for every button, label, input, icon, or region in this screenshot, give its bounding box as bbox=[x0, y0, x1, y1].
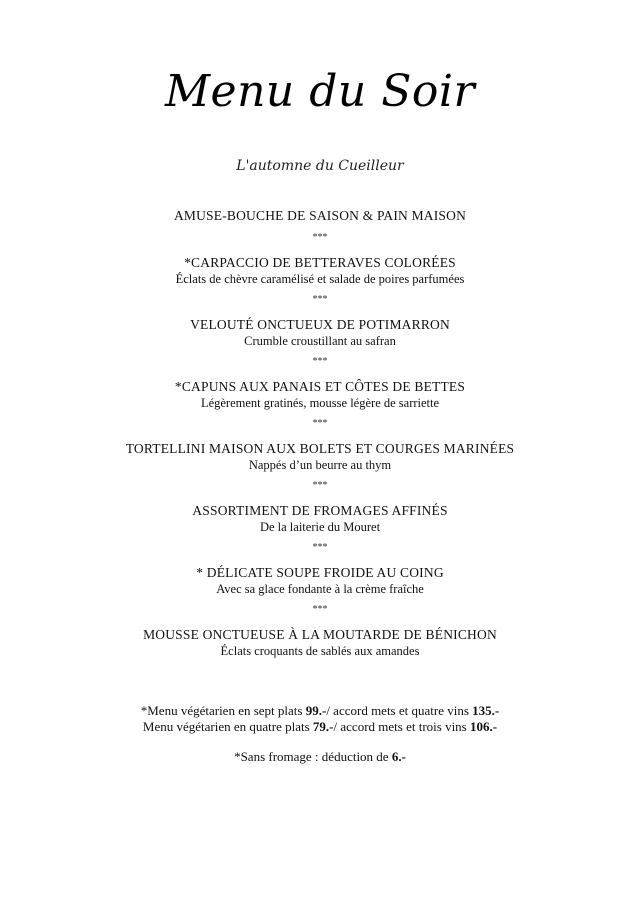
course-separator: *** bbox=[312, 356, 328, 367]
course-name: AMUSE-BOUCHE DE SAISON & PAIN MAISON bbox=[173, 208, 467, 223]
course-mousse-moutarde bbox=[0, 627, 640, 659]
course-separator: *** bbox=[312, 232, 328, 243]
course-description: Éclats de chèvre caramélisé et salade de poires parfumées bbox=[175, 272, 465, 286]
pricing-no-cheese bbox=[0, 748, 640, 765]
course-name: TORTELLINI MAISON AUX BOLETS ET COURGES MARINÉES bbox=[125, 441, 515, 456]
course-soupe-coing bbox=[0, 565, 640, 597]
price-deduction: 6.- bbox=[391, 749, 406, 764]
course-carpaccio bbox=[0, 255, 640, 287]
course-name: ASSORTIMENT DE FROMAGES AFFINÉS bbox=[192, 503, 448, 518]
course-fromages bbox=[0, 503, 640, 535]
pricing-seven-courses bbox=[0, 702, 640, 719]
course-name: *CAPUNS AUX PANAIS ET CÔTES DE BETTES bbox=[174, 379, 466, 394]
course-description: Nappés d’un beurre au thym bbox=[248, 458, 392, 472]
pricing-label: Menu végétarien en quatre plats bbox=[142, 719, 313, 734]
course-name: *CARPACCIO DE BETTERAVES COLORÉES bbox=[184, 255, 456, 270]
pricing-label: *Menu végétarien en sept plats bbox=[140, 703, 306, 718]
price-menu: 99.- bbox=[305, 703, 327, 718]
pricing-label: / accord mets et trois vins bbox=[333, 719, 470, 734]
course-tortellini bbox=[0, 441, 640, 473]
course-separator: *** bbox=[312, 294, 328, 305]
menu-subtitle: L'automne du Cueilleur bbox=[236, 158, 404, 174]
course-description: Légèrement gratinés, mousse légère de sarriette bbox=[200, 396, 440, 410]
course-separator: *** bbox=[312, 480, 328, 491]
course-description: Éclats croquants de sablés aux amandes bbox=[220, 644, 420, 658]
course-description: De la laiterie du Mouret bbox=[259, 520, 381, 534]
course-name: MOUSSE ONCTUEUSE À LA MOUTARDE DE BÉNICHON bbox=[143, 627, 497, 642]
course-name: * DÉLICATE SOUPE FROIDE AU COING bbox=[196, 565, 444, 580]
course-amuse-bouche bbox=[0, 208, 640, 224]
course-separator: *** bbox=[312, 604, 328, 615]
course-veloute bbox=[0, 317, 640, 349]
pricing-four-courses bbox=[0, 718, 640, 735]
price-wine-pairing: 135.- bbox=[472, 703, 500, 718]
course-separator: *** bbox=[312, 542, 328, 553]
course-separator: *** bbox=[312, 418, 328, 429]
course-description: Avec sa glace fondante à la crème fraîche bbox=[216, 582, 424, 596]
pricing-label: / accord mets et quatre vins bbox=[326, 703, 473, 718]
course-name: VELOUTÉ ONCTUEUX DE POTIMARRON bbox=[190, 317, 450, 332]
price-wine-pairing: 106.- bbox=[469, 719, 498, 734]
pricing-label: *Sans fromage : déduction de bbox=[234, 749, 392, 764]
course-description: Crumble croustillant au safran bbox=[244, 334, 396, 348]
menu-title: Menu du Soir bbox=[165, 66, 475, 117]
price-menu: 79.- bbox=[312, 719, 334, 734]
course-capuns bbox=[0, 379, 640, 411]
